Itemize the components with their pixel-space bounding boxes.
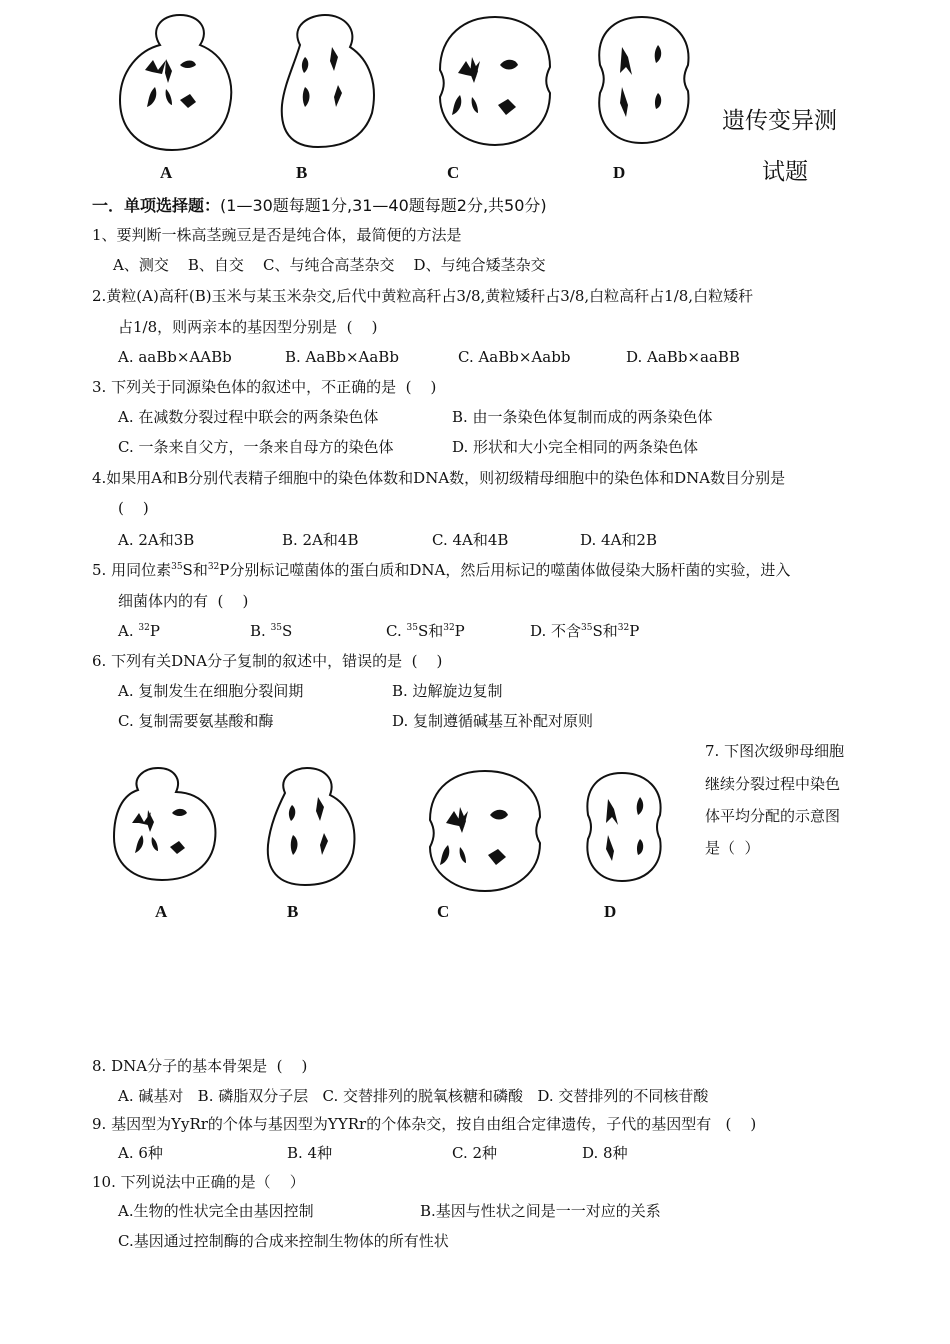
q7-line-4: 是（ ） — [705, 839, 760, 857]
q2-option-c: C. AaBb×Aabb — [458, 348, 571, 366]
q9-option-d: D. 8种 — [582, 1144, 628, 1162]
title-line-2: 试题 — [762, 159, 808, 185]
q9-option-a: A. 6种 — [118, 1144, 163, 1162]
q6-stem: 6. 下列有关DNA分子复制的叙述中，错误的是 ( ) — [92, 652, 443, 670]
cell-d-q7 — [587, 773, 660, 881]
q5-a-post: P — [149, 622, 160, 640]
q3-option-d: D. 形状和大小完全相同的两条染色体 — [452, 438, 699, 456]
fig-q7-label-b: B — [287, 902, 299, 921]
cell-b-top — [282, 15, 374, 147]
q5-c-pre: C. — [386, 622, 407, 640]
section-heading — [92, 193, 547, 216]
title-line-1: 遗传变异测 — [722, 108, 837, 134]
cell-a-top — [120, 15, 231, 150]
q5-d-sup-2: 32 — [617, 623, 630, 633]
q5-text-1: 5. 用同位素 — [92, 561, 172, 579]
chromosomes-a-q7 — [132, 809, 187, 854]
q5-stem-2: 细菌体内的有 ( ) — [118, 592, 249, 610]
q1-stem: 1、要判断一株高茎豌豆是否是纯合体，最简便的方法是 — [92, 226, 462, 244]
q4-option-c: C. 4A和4B — [432, 531, 509, 549]
q5-b-sup: 35 — [270, 623, 283, 633]
q4-stem-1: 4.如果用A和B分别代表精子细胞中的染色体数和DNA数，则初级精母细胞中的染色体和DNA数目分别是 — [92, 469, 786, 487]
q5-sup-2: 32 — [207, 562, 220, 572]
top-figure — [100, 5, 720, 195]
chromosomes-b-top — [302, 47, 342, 107]
q5-c-sup-1: 35 — [406, 623, 418, 633]
cell-d-top — [599, 17, 688, 143]
q5-sup-1: 35 — [171, 562, 183, 572]
section-note: (1—30题每题1分,31—40题每题2分,共50分) — [220, 196, 547, 215]
q5-option-b — [250, 621, 292, 641]
cell-c-q7 — [430, 771, 540, 891]
q4-option-b: B. 2A和4B — [282, 531, 359, 549]
q9-stem: 9. 基因型为YyRr的个体与基因型为YYRr的个体杂交，按自由组合定律遗传，子代的基因型有 ( ) — [92, 1115, 757, 1133]
q5-d-mid: S和 — [592, 622, 618, 640]
q5-b-post: S — [282, 622, 293, 640]
q5-d-sup-1: 35 — [581, 623, 593, 633]
cell-a-q7 — [114, 768, 215, 880]
cell-c-top — [440, 17, 550, 145]
q5-d-pre: D. 不含 — [530, 622, 582, 640]
q6-option-c: C. 复制需要氨基酸和酶 — [118, 712, 274, 730]
q5-c-post: P — [454, 622, 465, 640]
q6-option-b: B. 边解旋边复制 — [392, 682, 503, 700]
q4-option-d: D. 4A和2B — [580, 531, 657, 549]
chromosomes-d-q7 — [606, 797, 643, 861]
section-title: 一．单项选择题： — [92, 196, 221, 215]
cell-b-q7 — [268, 768, 355, 885]
q6-option-d: D. 复制遵循碱基互补配对原则 — [392, 712, 594, 730]
chromosomes-a-top — [145, 59, 196, 108]
q2-stem-2: 占1/8，则两亲本的基因型分别是 ( ) — [118, 318, 378, 336]
q5-b-pre: B. — [250, 622, 271, 640]
q5-a-sup: 32 — [138, 623, 150, 633]
chromosomes-d-top — [620, 45, 661, 117]
q4-stem-2: ( ) — [118, 499, 149, 517]
q7-line-1: 7. 下图次级卵母细胞 — [705, 742, 845, 760]
q4-option-a: A. 2A和3B — [118, 531, 195, 549]
q10-option-c: C.基因通过控制酶的合成来控制生物体的所有性状 — [118, 1232, 449, 1250]
chromosomes-c-top — [452, 57, 518, 115]
q5-text-3: P分别标记噬菌体的蛋白质和DNA，然后用标记的噬菌体做侵染大肠杆菌的实验，进入 — [219, 561, 791, 579]
fig-top-label-d: D — [613, 163, 626, 182]
fig-q7-label-a: A — [155, 902, 168, 921]
chromosomes-b-q7 — [289, 797, 328, 855]
q5-stem-1 — [92, 560, 790, 580]
q7-figure — [100, 765, 700, 900]
q5-c-mid: S和 — [417, 622, 444, 640]
q10-option-a: A.生物的性状完全由基因控制 — [118, 1202, 314, 1220]
fig-top-label-a: A — [160, 163, 173, 182]
fig-top-label-b: B — [296, 163, 308, 182]
q5-c-sup-2: 32 — [443, 623, 455, 633]
q3-option-c: C. 一条来自父方，一条来自母方的染色体 — [118, 438, 394, 456]
q5-a-pre: A. — [118, 622, 139, 640]
q3-option-b: B. 由一条染色体复制而成的两条染色体 — [452, 408, 713, 426]
q2-option-a: A. aaBb×AABb — [118, 348, 232, 366]
q9-option-c: C. 2种 — [452, 1144, 498, 1162]
chromosomes-c-q7 — [440, 807, 508, 865]
q1-options: A、测交 B、自交 C、与纯合高茎杂交 D、与纯合矮茎杂交 — [113, 256, 546, 274]
q2-option-b: B. AaBb×AaBb — [285, 348, 399, 366]
q7-line-2: 继续分裂过程中染色 — [705, 775, 841, 793]
fig-q7-label-d: D — [604, 902, 617, 921]
q10-option-b: B.基因与性状之间是一一对应的关系 — [420, 1202, 661, 1220]
q2-stem-1: 2.黄粒(A)高秆(B)玉米与某玉米杂交,后代中黄粒高秆占3/8,黄粒矮秆占3/8,白粒高秆占1/8,白粒矮秆 — [92, 287, 754, 305]
q5-option-d — [530, 621, 639, 641]
q2-option-d: D. AaBb×aaBB — [626, 348, 740, 366]
q3-option-a: A. 在减数分裂过程中联会的两条染色体 — [118, 408, 379, 426]
q7-line-3: 体平均分配的示意图 — [705, 807, 841, 825]
q5-d-post: P — [629, 622, 640, 640]
q8-options: A. 碱基对 B. 磷脂双分子层 C. 交替排列的脱氧核糖和磷酸 D. 交替排列的不同核苷酸 — [118, 1087, 709, 1105]
fig-top-label-c: C — [447, 163, 460, 182]
q8-stem: 8. DNA分子的基本骨架是 ( ) — [92, 1057, 308, 1075]
q10-stem: 10. 下列说法中正确的是（ ） — [92, 1173, 305, 1191]
q3-stem: 3. 下列关于同源染色体的叙述中，不正确的是 ( ) — [92, 378, 437, 396]
q5-option-a — [118, 621, 160, 641]
q5-option-c — [386, 621, 465, 641]
q9-option-b: B. 4种 — [287, 1144, 333, 1162]
q5-text-2: S和 — [182, 561, 208, 579]
q6-option-a: A. 复制发生在细胞分裂间期 — [118, 682, 304, 700]
fig-q7-label-c: C — [437, 902, 450, 921]
